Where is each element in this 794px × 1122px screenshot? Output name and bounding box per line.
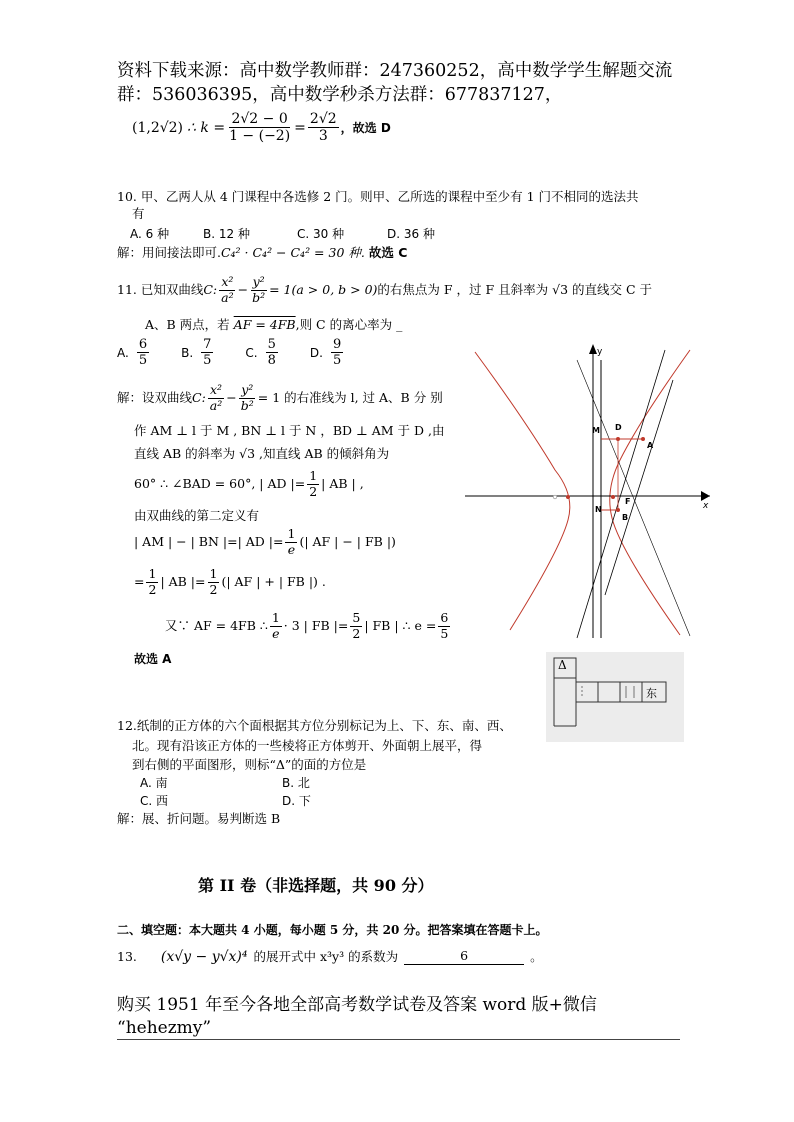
q11-vector: AF = 4FB (233, 317, 296, 332)
q11-option-d-label: D. (309, 345, 323, 360)
q10-solution-text: 解：用间接法即可. (117, 245, 221, 260)
q12-option-d: D. 下 (282, 794, 311, 808)
point-f (611, 495, 615, 499)
q11-sol-a: 解：设双曲线 (117, 390, 193, 405)
point-a (641, 437, 645, 441)
label-b: B (622, 513, 629, 522)
q12-option-a: A. 南 (140, 776, 168, 790)
q11-option-b-label: B. (181, 345, 194, 360)
q11-option-c-label: C. (245, 345, 258, 360)
q11-stem-a: 11. 已知双曲线 (117, 282, 204, 297)
q10-stem-2: 有 (132, 206, 145, 221)
q9-frac-2: $\frac{2√2}{3}$ (309, 111, 337, 144)
q12-option-b: B. 北 (282, 776, 310, 790)
q11-frac-x: $\frac{\text{x²}}{\text{a²}}$ (221, 274, 234, 305)
q13-text: 的展开式中 x³y³ 的系数为 (253, 948, 399, 964)
q11-sol-3: 直线 AB 的斜率为 √3 ,知直线 AB 的倾斜角为 (134, 446, 390, 461)
q11-option-d-frac: $\frac{9}{5}$ (332, 337, 342, 368)
q11-stem-2 (145, 317, 402, 333)
q9-frac-1: $\frac{2√2 - 0}{1 - (-2)}$ (229, 111, 291, 144)
q12-solution: 解：展、折问题。易判断选 B (117, 811, 281, 826)
point-d (616, 437, 620, 441)
asymptote-2 (577, 360, 690, 636)
q11-option-a-label: A. (117, 345, 129, 360)
q10-option-b: B. 12 种 (203, 227, 250, 241)
footer-rule (117, 1039, 680, 1040)
asymptote-1 (577, 350, 665, 638)
q12-stem-3: 到右侧的平面图形，则标“Δ”的面的方位是 (132, 757, 367, 772)
net-east-label: 东 (646, 687, 657, 700)
q9-therefore: ∴ k = (187, 119, 226, 136)
q9-tail (132, 112, 391, 143)
section-2-title: 第 II 卷（非选择题，共 90 分） (198, 876, 434, 895)
q11-option-a-frac: $\frac{6}{5}$ (138, 337, 148, 368)
footer-line-1: 购买 1951 年至今各地全部高考数学试卷及答案 word 版+微信 (117, 995, 597, 1015)
q10-stem-1: 10. 甲、乙两人从 4 门课程中各选修 2 门。则甲、乙所选的课程中至少有 1 门不相同的选法共 (117, 189, 639, 204)
label-m: M (592, 426, 600, 435)
q9-answer: ，故选 D (340, 120, 391, 135)
net-triangle-mark: Δ (558, 658, 567, 672)
label-n: N (595, 505, 602, 514)
q12-stem-2: 北。现有沿该正方体的一些棱将正方体剪开、外面朝上展平，得 (132, 738, 483, 753)
q11-sol-5: 由双曲线的第二定义有 (134, 508, 260, 523)
q13-end: 。 (530, 948, 543, 964)
q11-sol-8: 又∵ AF = 4FB ∴ $\frac{1}{e}$ · 3 | FB |= $\frac{5}{2}$ | FB | ∴ e = $\frac{6}{5}$ (165, 610, 449, 641)
q9-point: (1,2√2) (132, 119, 184, 136)
header-line-2: 群：536036395，高中数学秒杀方法群：677837127， (117, 85, 563, 105)
q10-solution (117, 245, 407, 261)
q12-stem-1: 12.纸制的正方体的六个面根据其方位分别标记为上、下、东、南、西、 (117, 718, 512, 733)
q11-options (117, 338, 345, 367)
hyperbola-left-branch (475, 352, 570, 630)
x-axis-arrow (701, 491, 710, 501)
q11-frac-y: $\frac{\text{y²}}{\text{b²}}$ (252, 274, 266, 305)
hyperbola-figure (465, 340, 715, 640)
label-f: F (625, 497, 631, 506)
header-line-1: 资料下载来源：高中数学教师群：247360252，高中数学学生解题交流 (117, 61, 673, 81)
label-d: D (615, 423, 622, 432)
q11-sol-6: | AM | − | BN |=| AD |= $\frac{1}{e}$ (| AF | − | FB |) (134, 526, 396, 557)
q10-option-a: A. 6 种 (130, 227, 170, 241)
q11-curve: C: (203, 282, 218, 297)
q11-cond: = 1(a > 0, b > 0) (269, 282, 378, 297)
label-a: A (647, 441, 654, 450)
line-ab (605, 380, 673, 595)
q11-option-c-frac: $\frac{5}{8}$ (267, 337, 276, 368)
q10-option-c: C. 30 种 (297, 227, 345, 241)
q13-answer-blank: 6 (404, 948, 524, 965)
q11-option-b-frac: $\frac{7}{5}$ (203, 337, 212, 368)
q10-answer: 故选 C (368, 245, 408, 260)
q11-sol-4: 60° ∴ ∠BAD = 60°, | AD |= $\frac{1}{2}$ | AB | , (134, 468, 364, 499)
q11-sol-7: = $\frac{1}{2}$ | AB |= $\frac{1}{2}$ (| AF | + | FB |) . (134, 566, 326, 597)
q10-formula: C₄² · C₄² − C₄² = 30 种. (220, 245, 365, 260)
label-y: y (597, 347, 603, 357)
q13 (117, 948, 543, 965)
point-b (616, 508, 620, 512)
footer-line-2: “hehezmy” (117, 1018, 212, 1038)
origin (553, 495, 557, 499)
q13-expression: (x√y − y√x)⁴ (160, 948, 248, 965)
q11-stem-1: 11. 已知双曲线 C: $\frac{\text{x²}}{\text{a²}}$ − $\frac{\text{y²}}{\text{b²}}$ = 1(a > 0, b > 0) 的右焦点为 F ，过 F 且斜率为 √3 的直线交 C 于 (117, 274, 653, 305)
fill-in-heading: 二、填空题：本大题共 4 小题，每小题 5 分，共 20 分。把答案填在答题卡上。 (117, 923, 548, 937)
point-left-vertex (566, 495, 570, 499)
y-axis-arrow (589, 344, 597, 354)
label-x: x (703, 501, 709, 511)
q11-sol-1: 解：设双曲线 C: $\frac{\text{x²}}{\text{a²}}$ − $\frac{\text{y²}}{\text{b²}}$ = 1 的右准线为 l, 过 A、B 分 别 (117, 382, 443, 413)
q13-number: 13. (117, 948, 137, 964)
cube-net-figure (546, 652, 684, 742)
q11-answer: 故选 A (134, 652, 172, 666)
q11-stem-b: 的右焦点为 F ，过 F 且斜率为 √3 的直线交 C 于 (377, 282, 653, 297)
q9-eq: = (294, 119, 306, 136)
q11-stem-d: ,则 C 的离心率为 _ (295, 317, 403, 332)
q11-sol-b: = 1 的右准线为 l, 过 A、B 分 别 (257, 390, 443, 405)
q12-option-c: C. 西 (140, 794, 169, 808)
q11-sol-2: 作 AM ⊥ l 于 M , BN ⊥ l 于 N ，BD ⊥ AM 于 D ,由 (134, 423, 445, 438)
q11-stem-c: A、B 两点，若 (145, 317, 230, 332)
q10-option-d: D. 36 种 (387, 227, 435, 241)
